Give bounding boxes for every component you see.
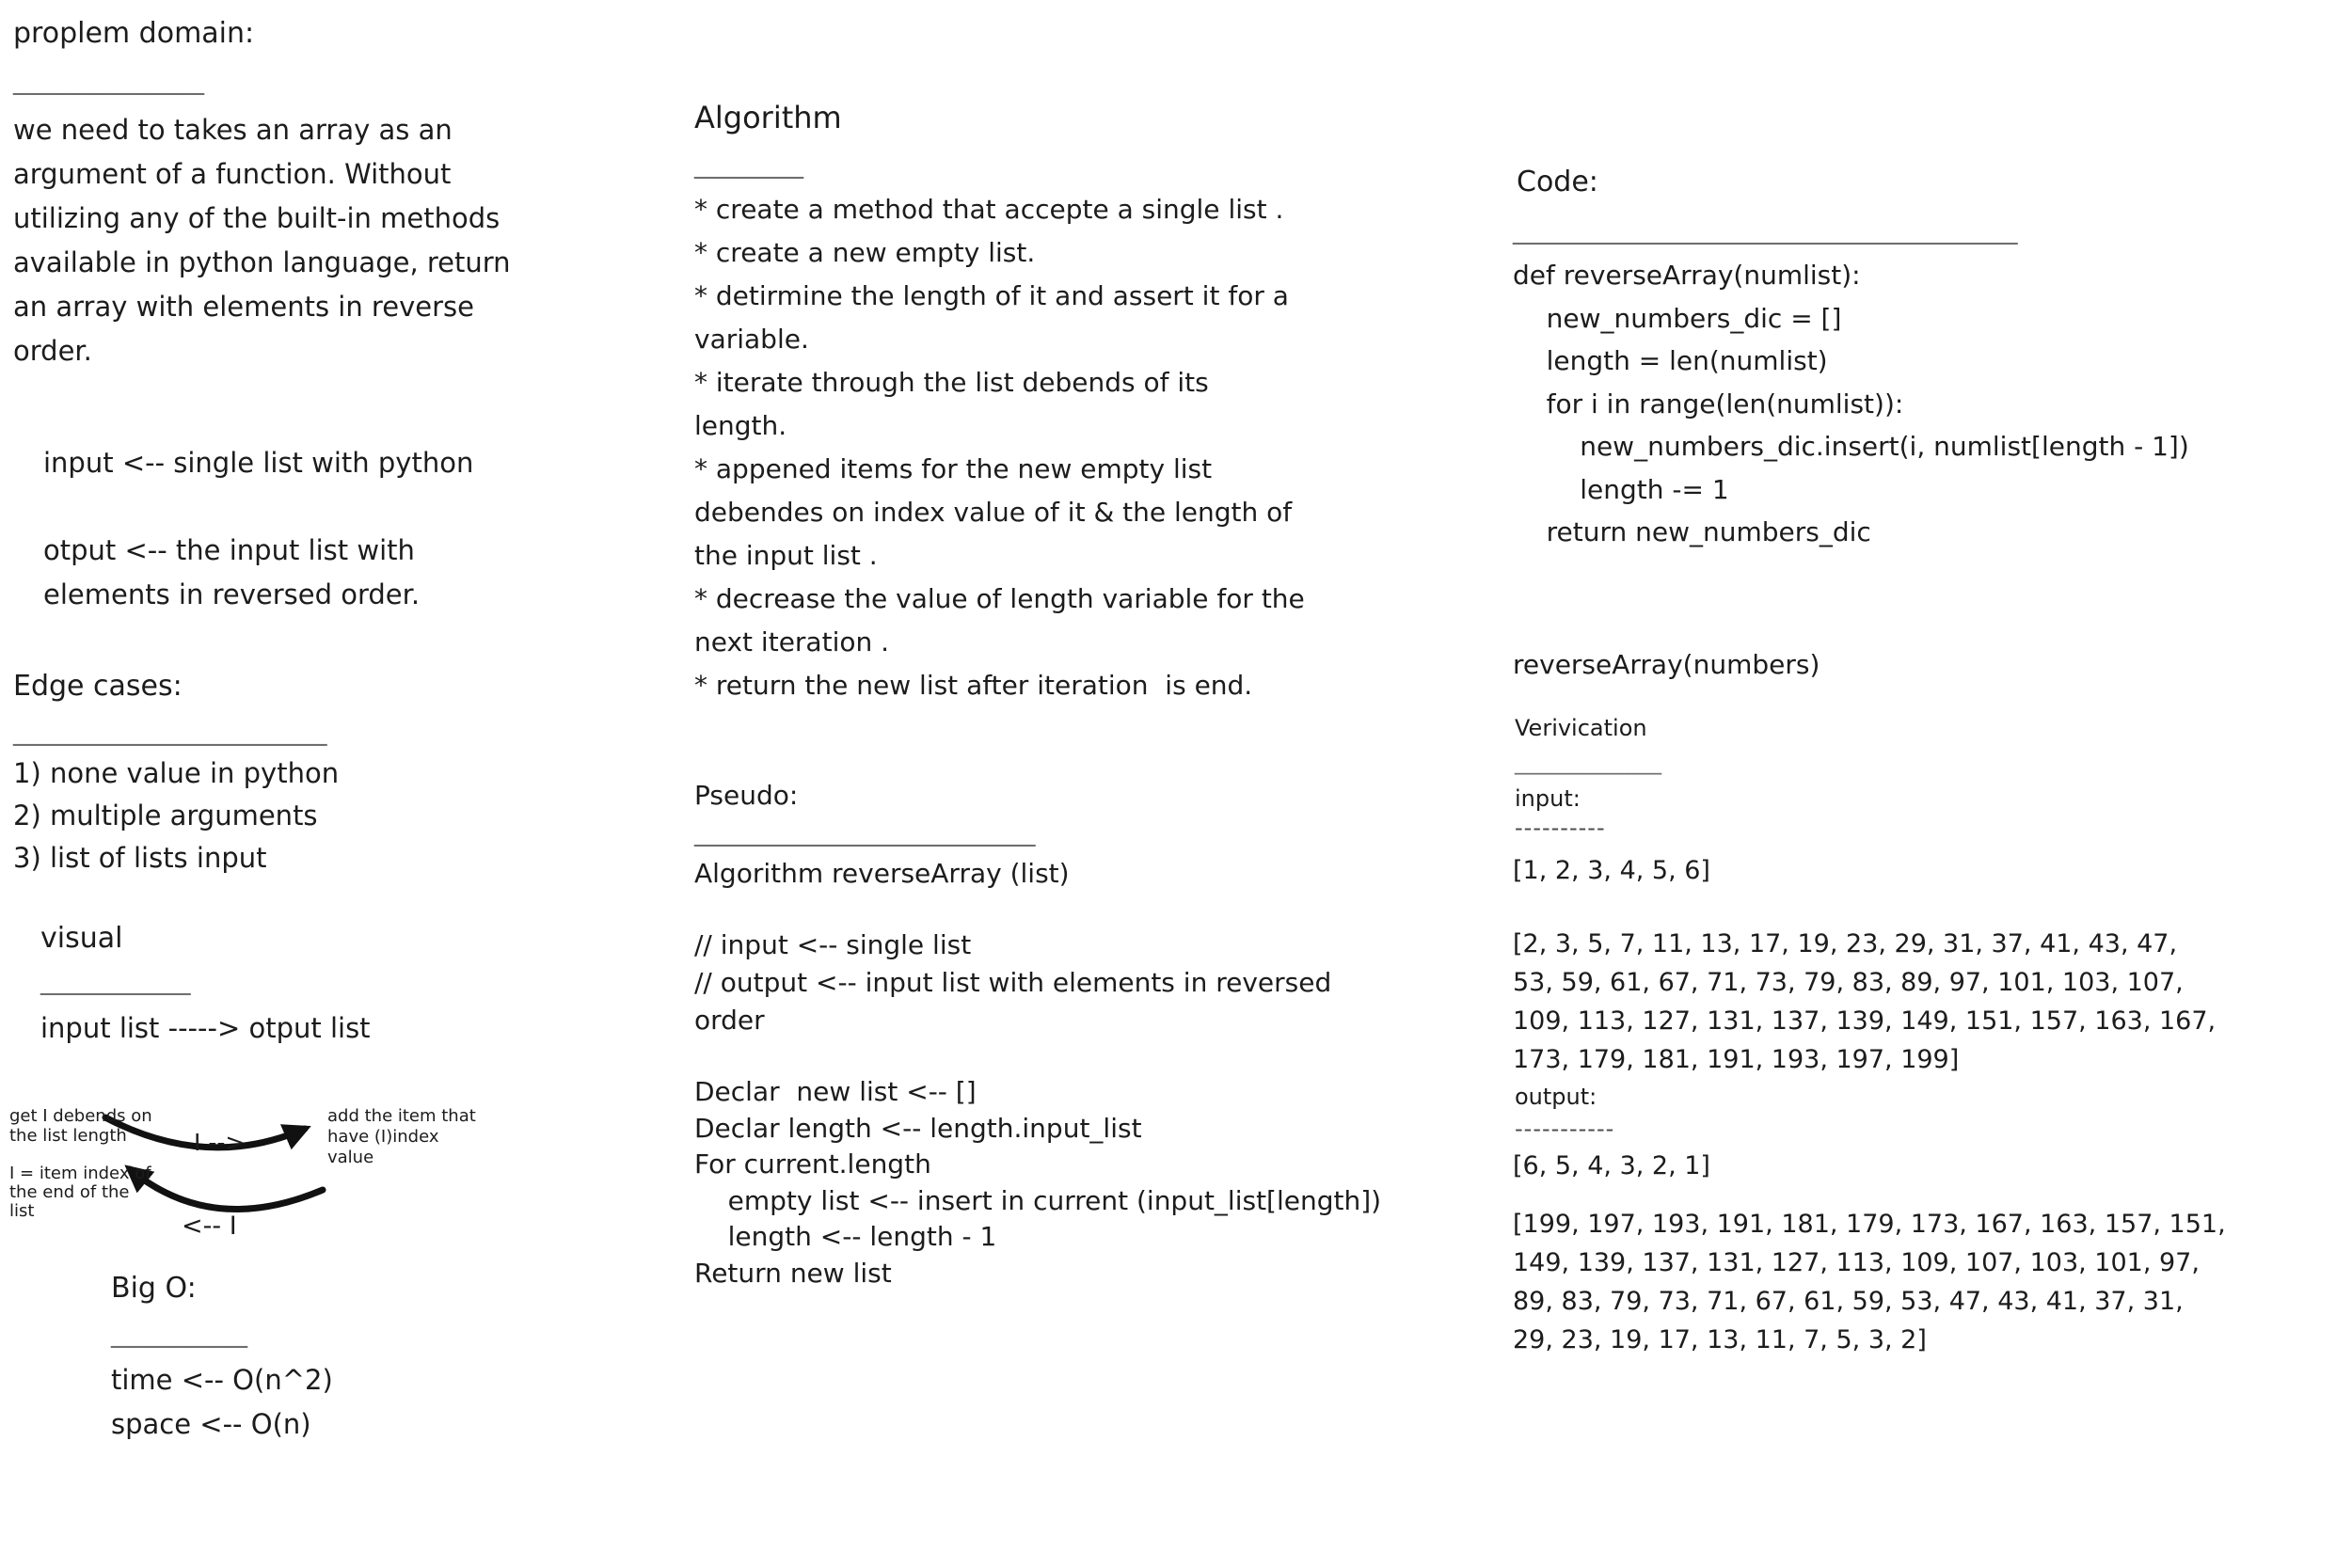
text-line: available in python language, return <box>13 246 511 278</box>
text-line: * detirmine the length of it and assert it for a <box>694 280 1289 311</box>
text-line: value <box>327 1148 374 1167</box>
text-line: we need to takes an array as an <box>13 114 453 146</box>
text-line: order <box>694 1005 765 1036</box>
verification-input-label: input: <box>1515 785 1581 812</box>
curved-arrow-bottom-icon <box>130 1169 323 1209</box>
text-line: * iterate through the list debends of its <box>694 367 1209 398</box>
text-line: 29, 23, 19, 17, 13, 11, 7, 5, 3, 2] <box>1513 1325 1927 1354</box>
text-line: * create a new empty list. <box>694 237 1036 268</box>
verification-input-dash: ---------- <box>1515 815 1606 841</box>
verification-title: Verivication <box>1515 715 1647 741</box>
text-line: argument of a function. Without <box>13 158 452 190</box>
text-line: list <box>9 1201 35 1221</box>
verification-output-label: output: <box>1515 1084 1597 1110</box>
text-line: * create a method that accepte a single list . <box>694 194 1284 225</box>
pseudo-comments <box>694 927 1331 1039</box>
text-line: I = item index of <box>9 1164 151 1183</box>
text-line: elements in reversed order. <box>43 578 421 610</box>
text-line: length -= 1 <box>1513 473 1729 505</box>
text-line: length <-- length - 1 <box>694 1221 997 1252</box>
visual-title: visual <box>40 922 123 955</box>
text-line: 3) list of lists input <box>13 842 267 874</box>
io-output-lines <box>43 529 420 617</box>
problem-domain-title: proplem domain: <box>13 17 255 50</box>
text-line: new_numbers_dic = [] <box>1513 302 1842 334</box>
io-input-line: input <-- single list with python <box>43 447 474 479</box>
text-line: [2, 3, 5, 7, 11, 13, 17, 19, 23, 29, 31, 37, 41, 43, 47, <box>1513 929 2178 958</box>
code-block <box>1513 254 2189 554</box>
pseudo-header: Algorithm reverseArray (list) <box>694 858 1070 889</box>
text-line: length = len(numlist) <box>1513 345 1828 376</box>
text-line: * appened items for the new empty list <box>694 453 1213 484</box>
visual-label-index-def <box>9 1164 151 1221</box>
text-line: [199, 197, 193, 191, 181, 179, 173, 167, 163, 157, 151, <box>1513 1210 2226 1239</box>
text-line: 109, 113, 127, 131, 137, 139, 149, 151, 157, 163, 167, <box>1513 1006 2217 1036</box>
text-line: utilizing any of the built-in methods <box>13 202 501 234</box>
pseudo-divider: _________________________ <box>694 815 1036 847</box>
algorithm-divider: ________ <box>694 147 803 179</box>
verification-output-small-list: [6, 5, 4, 3, 2, 1] <box>1513 1151 1710 1180</box>
text-line: // input <-- single list <box>694 929 972 960</box>
algorithm-title: Algorithm <box>694 100 842 135</box>
text-line: debendes on index value of it & the length of <box>694 497 1293 528</box>
text-line: def reverseArray(numlist): <box>1513 260 1861 291</box>
text-line: return new_numbers_dic <box>1513 516 1871 547</box>
verification-divider: _____________ <box>1515 749 1661 775</box>
algorithm-steps <box>694 188 1305 707</box>
text-line: for i in range(len(numlist)): <box>1513 388 1904 420</box>
text-line: empty list <-- insert in current (input_list[length]) <box>694 1184 1382 1216</box>
code-call-line: reverseArray(numbers) <box>1513 649 1820 680</box>
text-line: next iteration . <box>694 626 890 657</box>
text-line: order. <box>13 335 92 367</box>
big-o-divider: __________ <box>111 1316 247 1348</box>
visual-label-get-index <box>9 1106 152 1146</box>
verification-output-large-list <box>1513 1205 2226 1359</box>
visual-label-add-item <box>327 1106 476 1168</box>
text-line: new_numbers_dic.insert(i, numlist[length - 1]) <box>1513 431 2189 462</box>
text-line: * decrease the value of length variable for the <box>694 583 1305 614</box>
text-line: the end of the <box>9 1182 130 1202</box>
edge-cases-list <box>13 752 339 879</box>
text-line: Declar length <-- length.input_list <box>694 1112 1142 1144</box>
text-line: // output <-- input list with elements in reversed <box>694 967 1332 998</box>
visual-flow-line: input list -----> otput list <box>40 1012 371 1044</box>
visual-divider: ___________ <box>40 963 191 995</box>
visual-label-index-forward: I --> <box>194 1129 246 1156</box>
text-line: 89, 83, 79, 73, 71, 67, 61, 59, 53, 47, 43, 41, 37, 31, <box>1513 1287 2184 1316</box>
text-line: the list length <box>9 1126 127 1146</box>
text-line: * return the new list after iteration is end. <box>694 670 1253 701</box>
text-line: 1) none value in python <box>13 757 340 789</box>
code-title: Code: <box>1517 166 1598 198</box>
pseudo-code <box>694 1074 1381 1291</box>
text-line: otput <-- the input list with <box>43 534 415 566</box>
problem-domain-paragraph <box>13 108 511 373</box>
problem-domain-divider: ______________ <box>13 63 204 95</box>
text-line: 149, 139, 137, 131, 127, 113, 109, 107, 103, 101, 97, <box>1513 1248 2200 1277</box>
text-line: Return new list <box>694 1257 892 1289</box>
text-line: 53, 59, 61, 67, 71, 73, 79, 83, 89, 97, 101, 103, 107, <box>1513 968 2184 997</box>
text-line: 2) multiple arguments <box>13 800 318 832</box>
edge-cases-title: Edge cases: <box>13 670 183 703</box>
text-line: Declar new list <-- [] <box>694 1076 977 1107</box>
verification-input-small-list: [1, 2, 3, 4, 5, 6] <box>1513 856 1710 885</box>
big-o-title: Big O: <box>111 1272 197 1305</box>
text-line: an array with elements in reverse <box>13 291 474 323</box>
text-line: variable. <box>694 324 809 355</box>
text-line: have (I)index <box>327 1127 439 1147</box>
visual-label-index-backward: <-- I <box>182 1212 237 1241</box>
text-line: For current.length <box>694 1148 931 1180</box>
verification-output-dash: ----------- <box>1515 1116 1615 1142</box>
text-line: 173, 179, 181, 191, 193, 197, 199] <box>1513 1045 1960 1074</box>
pseudo-title: Pseudo: <box>694 780 799 811</box>
text-line: get I debends on <box>9 1106 152 1126</box>
code-divider: _____________________________________ <box>1513 213 2018 245</box>
edge-cases-divider: _______________________ <box>13 714 327 746</box>
verification-input-large-list <box>1513 925 2216 1079</box>
text-line: length. <box>694 410 787 441</box>
text-line: add the item that <box>327 1106 476 1126</box>
big-o-time: time <-- O(n^2) <box>111 1364 333 1396</box>
text-line: the input list . <box>694 540 878 571</box>
big-o-space: space <-- O(n) <box>111 1408 311 1440</box>
